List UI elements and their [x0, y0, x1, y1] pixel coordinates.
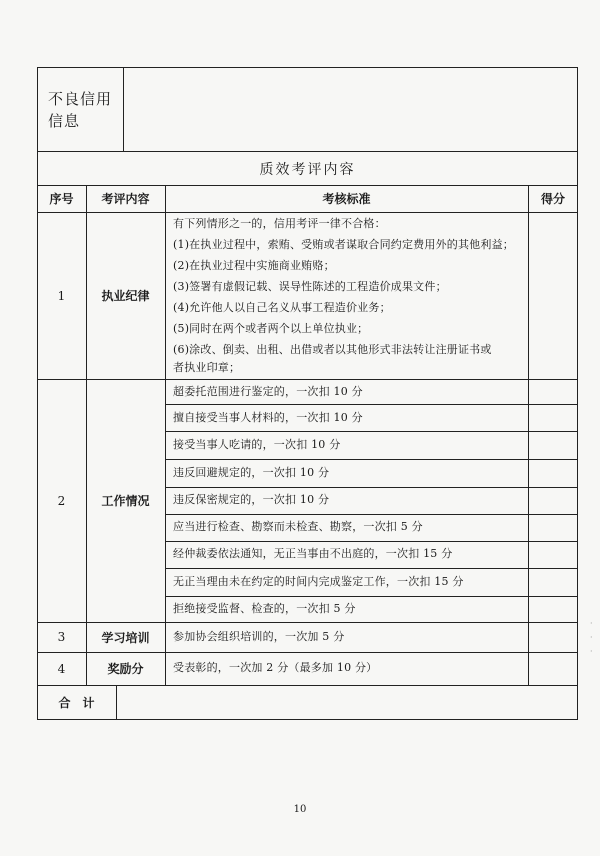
row-3-seq: 3: [57, 630, 66, 644]
row-2-criterion-1: 擅自接受当事人材料的，一次扣 10 分: [173, 411, 363, 424]
row-1-content: 执业纪律: [101, 289, 150, 303]
row-2-criterion-7: 无正当理由未在约定的时间内完成鉴定工作，一次扣 15 分: [173, 575, 464, 588]
row-2-content: 工作情况: [101, 494, 150, 508]
row-4-seq: 4: [57, 661, 66, 676]
total-divider: [116, 685, 117, 720]
header-score: 得分: [540, 192, 565, 206]
bad-credit-label: 不良信用信息: [48, 90, 113, 130]
margin-mark-3: ·: [590, 647, 593, 656]
row2-sub-line-1: [165, 404, 578, 405]
row-1-criterion-7: 者执业印章；: [173, 361, 241, 374]
page-number: 10: [293, 804, 307, 815]
row-3-content: 学习培训: [101, 630, 150, 645]
bad-credit-divider: [123, 67, 124, 152]
row-1-criterion-6: (6)涂改、倒卖、出租、出借或者以其他形式非法转让注册证书或: [173, 343, 492, 356]
row-1-criterion-2: (2)在执业过程中实施商业贿赂；: [173, 259, 335, 272]
row2-sub-line-3: [165, 459, 578, 460]
margin-mark-2: ·: [590, 633, 593, 642]
header-seq: 序号: [49, 192, 74, 206]
row2-sub-line-4: [165, 487, 578, 488]
bad-credit-value: [125, 68, 577, 151]
row-1-criterion-3: (3)签署有虚假记载、误导性陈述的工程造价成果文件；: [173, 280, 447, 293]
row-2-criterion-2: 接受当事人吃请的，一次扣 10 分: [173, 438, 341, 451]
row-1-seq: 1: [57, 288, 66, 303]
row-2-criterion-0: 超委托范围进行鉴定的，一次扣 10 分: [173, 385, 363, 398]
row4-bottom-line: [37, 685, 578, 686]
row-3-criterion-0: 参加协会组织培训的，一次加 5 分: [173, 630, 345, 643]
row-2-criterion-6: 经仲裁委依法通知，无正当事由不出庭的，一次扣 15 分: [173, 547, 453, 560]
row2-sub-line-8: [165, 596, 578, 597]
row-1-criterion-1: (1)在执业过程中，索贿、受贿或者谋取合同约定费用外的其他利益；: [173, 238, 514, 251]
row-4-criterion-0: 受表彰的，一次加 2 分（最多加 10 分）: [173, 661, 378, 674]
row-2-seq: 2: [57, 493, 66, 508]
total-label: 合 计: [58, 696, 95, 710]
row-4-content: 奖励分: [107, 662, 144, 676]
header-content: 考评内容: [101, 192, 150, 206]
header-standard: 考核标准: [322, 192, 371, 206]
col-divider-3: [528, 185, 529, 685]
row-1-criterion-0: 有下列情形之一的，信用考评一律不合格：: [173, 217, 386, 230]
row-2-criterion-3: 违反回避规定的，一次扣 10 分: [173, 466, 330, 479]
row-2-criterion-8: 拒绝接受监督、检查的，一次扣 5 分: [173, 602, 356, 615]
row-1-criterion-4: (4)允许他人以自己名义从事工程造价业务；: [173, 301, 391, 314]
row2-sub-line-7: [165, 568, 578, 569]
row2-sub-line-2: [165, 431, 578, 432]
row-2-criterion-5: 应当进行检查、勘察而未检查、勘察，一次扣 5 分: [173, 520, 423, 533]
margin-mark-1: ·: [590, 619, 593, 628]
col-divider-2: [165, 185, 166, 685]
row2-sub-line-6: [165, 541, 578, 542]
row-1-criterion-5: (5)同时在两个或者两个以上单位执业；: [173, 322, 369, 335]
row-2-criterion-4: 违反保密规定的，一次扣 10 分: [173, 493, 330, 506]
section-title: 质效考评内容: [259, 161, 356, 178]
row2-sub-line-5: [165, 514, 578, 515]
